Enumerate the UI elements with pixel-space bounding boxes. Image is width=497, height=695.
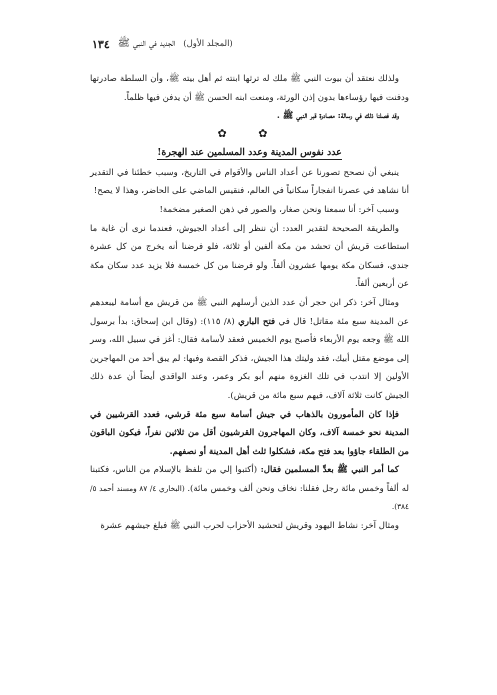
paragraph-another-reason: وسبب آخر: أنا سمعنا ونحن صغار، والصور في ذهن الصغير مضخمة! xyxy=(159,204,399,215)
paragraph-ahzab: ومثال آخر: نشاط اليهود وقريش لتحشيد الأحزاب لحرب النبي ﷺ فبلغ جيشهم عشرة xyxy=(100,521,399,532)
paragraph-army-estimate: والطريقة الصحيحة لتقدير العدد: أن ننظر إلى أعداد الجيوش، فعندما نرى أن غاية ما استطاعت قريش أن تحشد من مكة ألفين أو ثلاثة، فلو فرضنا أنه يخرج من كل عشرة جندي، فسكان مكة يومها عشرون ألفاً. ولو فرضنا من كل خمسة فلا يزيد عدد سكان مكة عن أربعين ألفاً. xyxy=(90,223,409,290)
page-header xyxy=(92,36,405,52)
running-title: الجديد في النبي ﷺ xyxy=(117,38,176,49)
section-divider-ornament: ✿ ✿ xyxy=(217,126,282,140)
page-body xyxy=(90,70,409,536)
paragraph-muslim-census xyxy=(90,461,409,517)
page-number: ١٣٤ xyxy=(92,37,110,51)
census-intro: كما أمر النبي ﷺ بعدِّ المسلمين فقال: xyxy=(257,465,399,476)
usama-text-c: (٨/ ١١٥): (وقال ابن إسحاق: بدأ برسول الله ﷺ وجعه يوم الأربعاء فأصبح يوم الخميس فعقد لأسامة فقال: أغز في سبيل الله، وسر إلى موضع مقتل أبيك، فقد وليتك هذا الجيش، فذكر القصة وفيها: لم يبق أحد من المهاجرين الأولين إلا انتدب في تلك الغزوة منهم أبو بكر وعمر، وعند الواقدي أيضاً أن عدة ذلك الجيش كانت ثلاثة آلاف، فيهم سبع مائة من قريش). xyxy=(90,316,409,401)
census-citation: (البخاري ٤/ ٨٧ ومسند أحمد ٥/ ٣٨٤). xyxy=(90,483,409,512)
census-quote: (أكتبوا إلي من تلفظ بالإسلام من الناس، فكتبنا له ألفاً وخمس مائة رجل فقلنا: نخاف ونحن ألف وخمس مائة). xyxy=(90,465,409,494)
paragraph-usama-army xyxy=(90,294,409,406)
section-heading-text: عدد نفوس المدينة وعدد المسلمين عند الهجرة! xyxy=(157,146,342,158)
fath-al-bari-title: فتح الباري xyxy=(238,316,276,327)
section-heading xyxy=(90,142,409,164)
paragraph-reference-note: وقد فصلنا ذلك في رسالة: مصادرة قبر النبي ﷺ . xyxy=(276,111,399,122)
usama-text-a: ومثال آخر: ذكر ابن حجر أن عدد الذين أرسلهم النبي ﷺ من قريش مع أسامة ليبعدهم عن المدينة سبع مئة مقاتل! قال في xyxy=(90,297,409,327)
paragraph-quraysh-count: فإذا كان المأمورون بالذهاب في جيش أسامة سبع مئة قرشي، فعدد القرشيين في المدينة نحو خمسة آلاف، وكان المهاجرون القرشيون أقل من ثلاثين نفراً، فيكون الباقون من الطلقاء جاؤوا بعد فتح مكة، فشكلوا ثلث أهل المدينة أو نصفهم. xyxy=(90,409,409,457)
paragraph-correct-perception: ينبغي أن نصحح تصورنا عن أعداد الناس والأقوام في التاريخ، وسبب خطئنا في التقدير أنا نشاهد في عصرنا انفجاراً سكانياً في العالم، فنقيس الماضي على الحاضر، وهذا لا يصح! xyxy=(90,167,409,197)
volume-label: (المجلد الأول) xyxy=(183,39,233,49)
paragraph-house-ownership: ولذلك نعتقد أن بيوت النبي ﷺ ملك له ترثها ابنته ثم أهل بيته ﷺ، وأن السلطة صادرتها ودفنت فيها رؤساءها بدون إذن الورثة، ومنعت ابنه الحسن ﷺ أن يدفن فيها ظلماً. xyxy=(90,74,409,103)
